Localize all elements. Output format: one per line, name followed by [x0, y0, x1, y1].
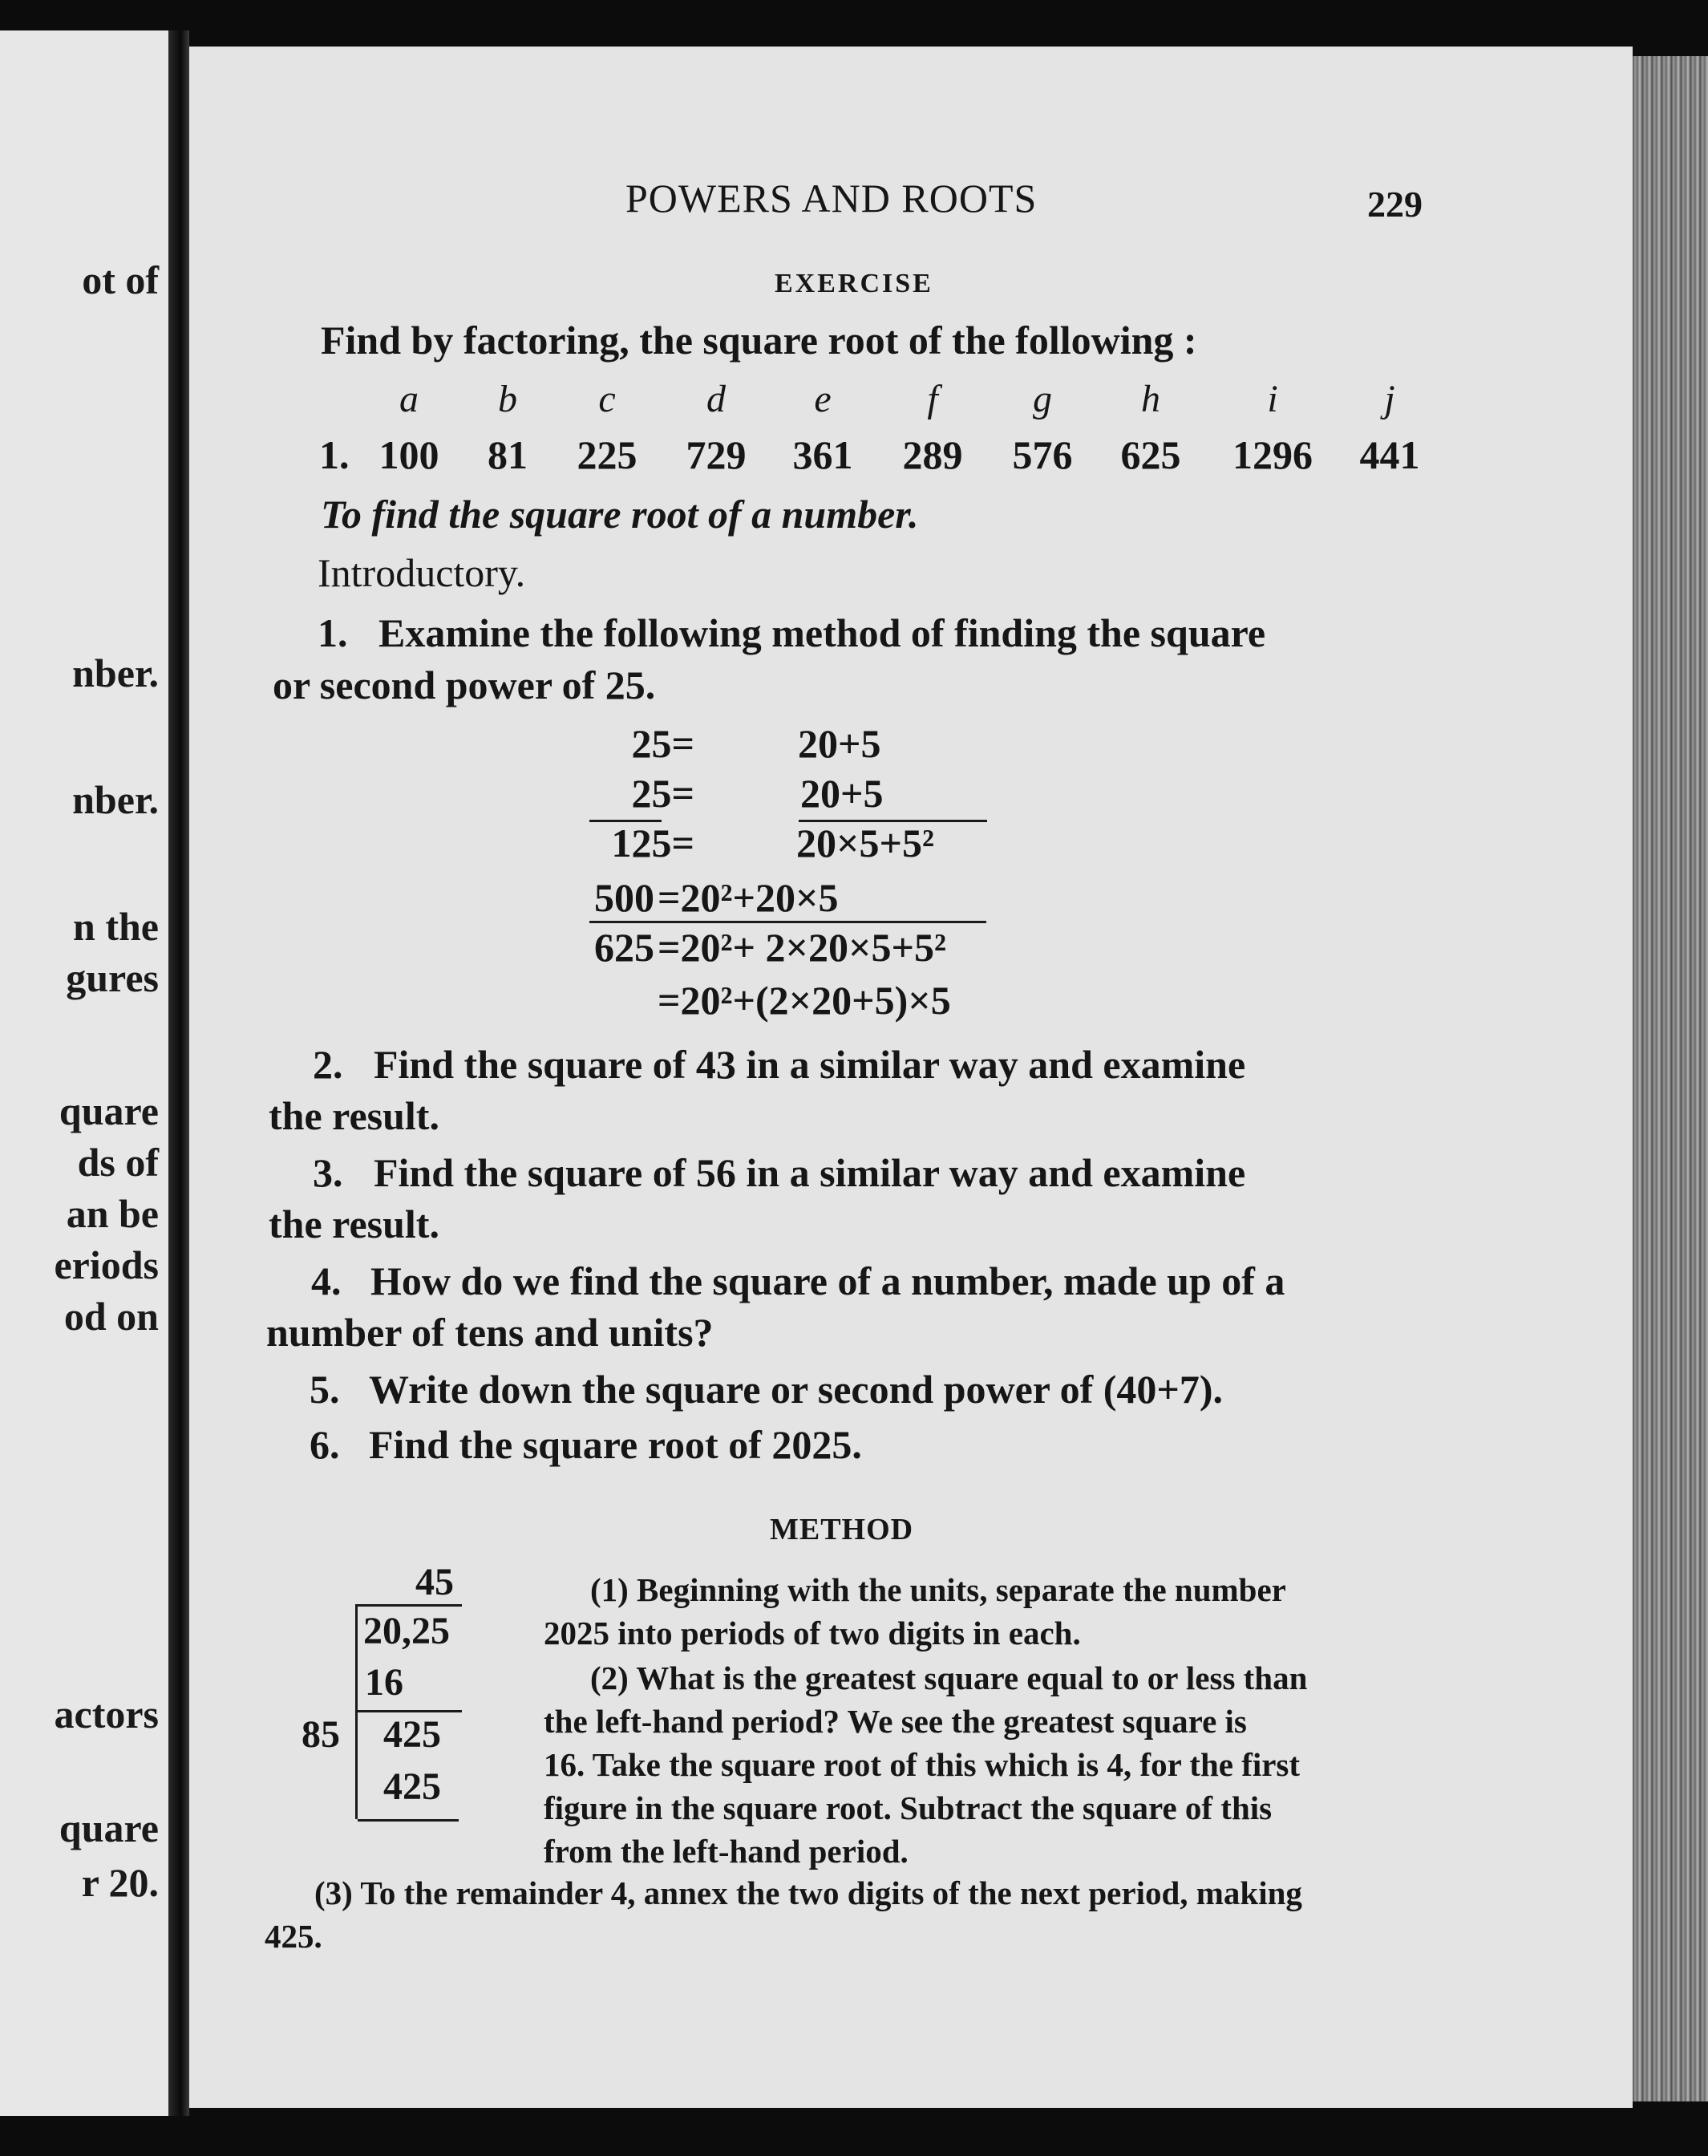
- left-page-fragment: eriods: [54, 1242, 159, 1287]
- division-rule: [358, 1819, 459, 1822]
- question-number: 2.: [313, 1042, 343, 1087]
- method-step-2: (2) What is the greatest square equal to or less than: [590, 1660, 1308, 1696]
- question-text: Write down the square or second power of (40+7).: [369, 1367, 1224, 1412]
- question-number: 3.: [313, 1150, 343, 1195]
- division-bar: [358, 1604, 462, 1607]
- left-facing-page: [0, 30, 168, 2116]
- division-dividend: 20,25: [363, 1610, 450, 1652]
- calc-left: 500: [594, 875, 654, 920]
- calc-right: =20²+20×5: [658, 875, 839, 920]
- column-value: 100: [378, 432, 439, 477]
- column-letter: f: [927, 378, 938, 420]
- column-value: 225: [577, 432, 637, 477]
- section-title: To find the square root of a number.: [321, 492, 919, 537]
- left-page-fragment: quare: [59, 1088, 159, 1133]
- left-page-fragment: actors: [54, 1692, 159, 1737]
- division-second-subtraction: 425: [383, 1765, 441, 1808]
- left-page-fragment: ds of: [77, 1140, 159, 1185]
- calc-right: 20×5+5²: [796, 821, 934, 865]
- column-value: 361: [792, 432, 853, 477]
- column-letter: a: [399, 378, 419, 420]
- exercise-instruction: Find by factoring, the square root of the following :: [321, 318, 1197, 363]
- calc-left: 25=: [631, 771, 694, 816]
- column-letter: i: [1267, 378, 1278, 420]
- column-value: 441: [1359, 432, 1420, 477]
- exercise-heading: EXERCISE: [775, 269, 933, 298]
- column-letter: j: [1384, 378, 1395, 420]
- left-page-fragment: quare: [59, 1805, 159, 1850]
- calc-right: 20+5: [798, 721, 881, 766]
- method-step-3: 425.: [265, 1918, 322, 1955]
- question-text: the result.: [269, 1202, 439, 1246]
- column-value: 576: [1012, 432, 1073, 477]
- question-text: number of tens and units?: [266, 1310, 714, 1355]
- column-letter: b: [498, 378, 517, 420]
- question-text: Find the square of 56 in a similar way and examine: [374, 1150, 1246, 1195]
- division-remainder: 425: [383, 1713, 441, 1756]
- left-page-fragment: r 20.: [81, 1860, 159, 1905]
- question-text: Examine the following method of finding the square: [378, 610, 1266, 655]
- question-number: 5.: [310, 1367, 340, 1412]
- method-step-1: 2025 into periods of two digits in each.: [544, 1615, 1081, 1651]
- left-page-fragment: nber.: [72, 650, 159, 695]
- left-page-fragment: nber.: [72, 777, 159, 822]
- division-first-subtraction: 16: [365, 1661, 403, 1704]
- calc-right: 20+5: [800, 771, 884, 816]
- calc-left: 625: [594, 925, 654, 970]
- question-text: the result.: [269, 1093, 439, 1138]
- column-value: 81: [488, 432, 528, 477]
- exercise-row-label: 1.: [319, 432, 350, 477]
- column-letter: d: [706, 378, 726, 420]
- column-value: 625: [1120, 432, 1181, 477]
- question-number: 4.: [311, 1258, 342, 1303]
- page-number: 229: [1367, 184, 1423, 225]
- method-heading: METHOD: [770, 1513, 914, 1546]
- left-page-fragment: od on: [63, 1294, 159, 1339]
- left-page-fragment: ot of: [82, 257, 159, 302]
- question-text: or second power of 25.: [273, 663, 656, 707]
- column-letter: c: [598, 378, 616, 420]
- column-value: 289: [902, 432, 963, 477]
- column-letter: h: [1141, 378, 1160, 420]
- method-step-2: figure in the square root. Subtract the square of this: [544, 1789, 1273, 1826]
- book-spine: [168, 30, 189, 2116]
- left-page-fragment: an be: [66, 1191, 159, 1236]
- calc-rule: [589, 921, 986, 923]
- question-number: 6.: [310, 1422, 340, 1467]
- column-letter: e: [814, 378, 832, 420]
- method-step-2: 16. Take the square root of this which is 4, for the first: [544, 1746, 1301, 1783]
- division-divisor: 85: [302, 1713, 340, 1756]
- column-value: 1296: [1232, 432, 1313, 477]
- question-text: How do we find the square of a number, made up of a: [370, 1258, 1285, 1303]
- column-letter: g: [1033, 378, 1052, 420]
- calc-left: 125=: [611, 821, 694, 865]
- question-text: Find the square root of 2025.: [369, 1422, 862, 1467]
- calc-right: =20²+(2×20+5)×5: [658, 978, 951, 1023]
- introductory-label: Introductory.: [318, 550, 526, 595]
- method-step-1: (1) Beginning with the units, separate the number: [590, 1571, 1286, 1608]
- calc-right: =20²+ 2×20×5+5²: [658, 925, 946, 970]
- running-head: POWERS AND ROOTS: [625, 176, 1038, 221]
- left-page-fragment: gures: [66, 955, 159, 1000]
- method-step-3: (3) To the remainder 4, annex the two digits of the next period, making: [314, 1874, 1302, 1911]
- division-quotient: 45: [415, 1561, 454, 1603]
- calc-left: 25=: [631, 721, 694, 766]
- question-number: 1.: [318, 610, 348, 655]
- method-step-2: from the left-hand period.: [544, 1833, 909, 1870]
- method-step-2: the left-hand period? We see the greatest square is: [544, 1703, 1247, 1740]
- page-edge-stack: [1633, 56, 1708, 2101]
- column-value: 729: [686, 432, 747, 477]
- left-page-fragment: n the: [73, 904, 159, 949]
- question-text: Find the square of 43 in a similar way and examine: [374, 1042, 1246, 1087]
